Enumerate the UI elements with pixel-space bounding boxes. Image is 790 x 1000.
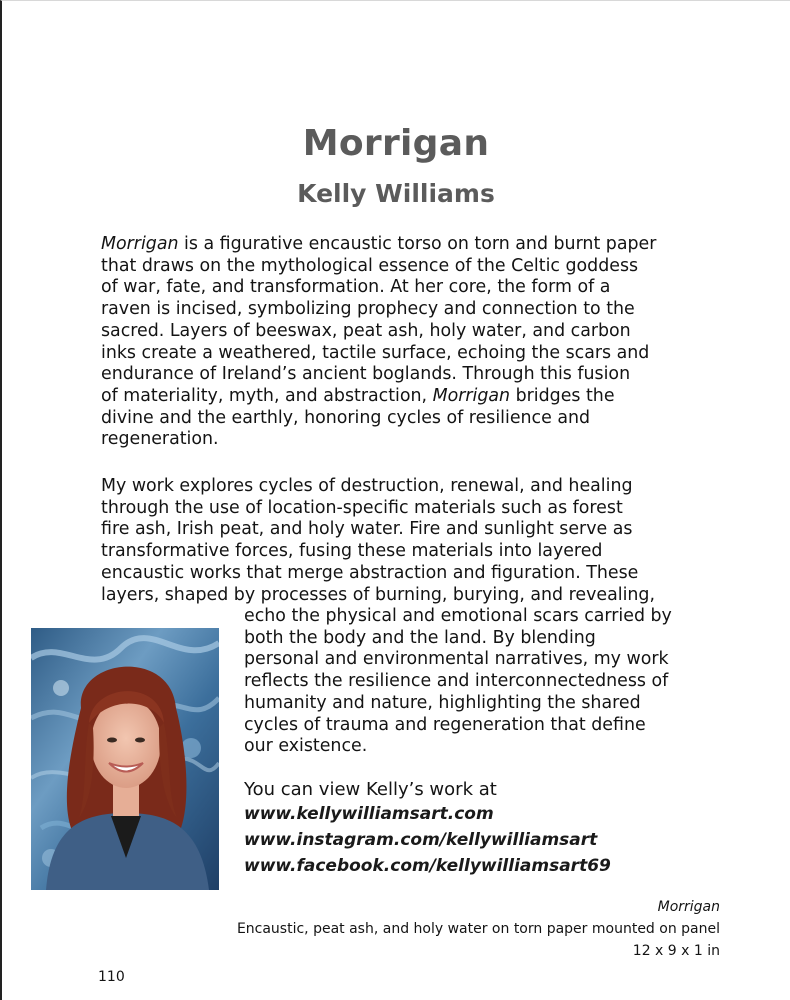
text-segment: of materiality, myth, and abstraction, <box>101 385 433 406</box>
statement-line: My work explores cycles of destruction, renewal, and healing <box>101 476 633 496</box>
statement-line: reflects the resilience and interconnectedness of <box>244 671 669 692</box>
statement-line: transformative forces, fusing these materials into layered <box>101 541 603 562</box>
italic-title: Morrigan <box>101 234 179 254</box>
statement-line: fire ash, Irish peat, and holy water. Fire and sunlight serve as <box>101 519 633 540</box>
view-work-label: You can view Kelly’s work at <box>244 779 497 800</box>
description-line: that draws on the mythological essence of the Celtic goddess <box>101 255 639 276</box>
artist-statement-wrapped <box>244 606 672 758</box>
caption-medium: Encaustic, peat ash, and holy water on torn paper mounted on panel <box>236 921 720 937</box>
text-segment: bridges the <box>510 385 615 406</box>
statement-line: layers, shaped by processes of burning, burying, and revealing, <box>101 584 655 605</box>
page-number: 110 <box>98 969 125 985</box>
facebook-link[interactable]: www.facebook.com/kellywilliamsart69 <box>244 856 611 876</box>
artwork-description <box>101 234 656 451</box>
artist-statement-top <box>101 476 655 606</box>
description-line: inks create a weathered, tactile surface, echoing the scars and <box>101 342 650 363</box>
statement-line: both the body and the land. By blending <box>244 627 596 648</box>
statement-line: personal and environmental narratives, my work <box>244 649 669 670</box>
description-line: sacred. Layers of beeswax, peat ash, holy water, and carbon <box>101 320 631 341</box>
statement-line: cycles of trauma and regeneration that define <box>244 714 646 735</box>
caption-dimensions: 12 x 9 x 1 in <box>632 943 720 959</box>
description-line: regeneration. <box>101 429 219 450</box>
page-title: Morrigan <box>302 123 490 164</box>
artist-name: Kelly Williams <box>297 179 495 208</box>
statement-line: echo the physical and emotional scars carried by <box>244 606 672 626</box>
statement-line: encaustic works that merge abstraction and figuration. These <box>101 562 639 583</box>
description-line: endurance of Ireland’s ancient boglands. Through this fusion <box>101 364 631 385</box>
caption-artwork-title: Morrigan <box>657 899 720 915</box>
artist-photo <box>31 628 219 890</box>
instagram-link[interactable]: www.instagram.com/kellywilliamsart <box>244 830 598 850</box>
statement-line: our existence. <box>244 736 368 757</box>
description-line: raven is incised, symbolizing prophecy and connection to the <box>101 299 635 320</box>
description-line: of war, fate, and transformation. At her core, the form of a <box>101 277 611 298</box>
description-line <box>101 386 615 406</box>
description-line: divine and the earthly, honoring cycles of resilience and <box>101 407 591 428</box>
statement-line: through the use of location-specific materials such as forest <box>101 497 623 518</box>
website-link[interactable]: www.kellywilliamsart.com <box>244 804 494 824</box>
text-segment: is a figurative encaustic torso on torn and burnt paper <box>178 234 657 254</box>
italic-title: Morrigan <box>432 385 511 406</box>
statement-line: humanity and nature, highlighting the shared <box>244 692 641 713</box>
description-line <box>101 234 656 254</box>
